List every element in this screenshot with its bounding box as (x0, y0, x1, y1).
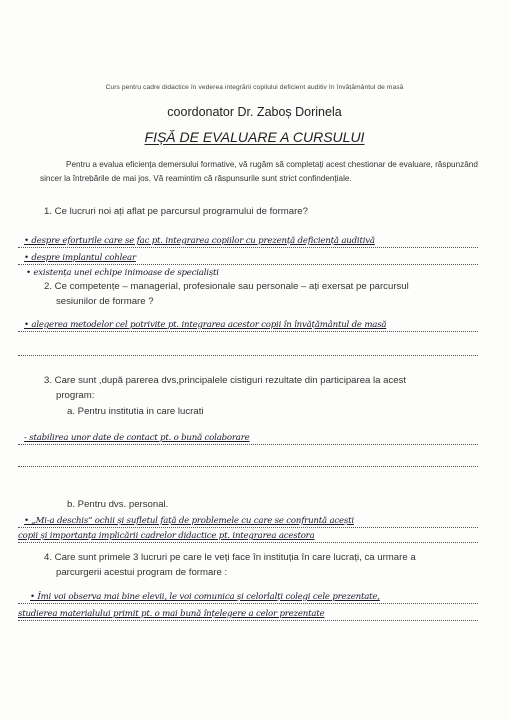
question-3b-label: b. Pentru dvs. personal. (67, 499, 169, 510)
intro-paragraph: Pentru a evalua eficiența demersului formative, vă rugăm să completați acest chestionar de evaluare, răspunzând sincer la întrebările de mai jos. Vă reamintim că răspunsurile sunt strict confindențiale. (40, 160, 478, 183)
q4-answer-2: studierea materialului primit pt. o mai bună înțelegere a celor prezentate (18, 609, 325, 619)
q1-answer-2: • despre implantul cohlear (24, 253, 136, 263)
answer-line (18, 355, 478, 356)
page-title: FIȘĂ DE EVALUARE A CURSULUI (144, 129, 365, 145)
q2-answer-1: • alegerea metodelor cel potrivite pt. integrarea acestor copii în învățământul de masă (24, 320, 387, 330)
answer-line (18, 331, 478, 332)
question-3a-label: a. Pentru institutia in care lucrati (67, 406, 204, 417)
q4-answer-1: • Îmi voi observa mai bine elevii, le voi comunica și celorlalți colegi cele prezentate, (30, 592, 380, 602)
q1-answer-3: • existența unei echipe inimoase de specialiști (26, 268, 219, 278)
coordinator-line: coordonator Dr. Zaboș Dorinela (167, 105, 342, 119)
question-2-cont: sesiunilor de formare ? (56, 296, 154, 307)
q3b-answer-2: copii și importanța implicării cadrelor didactice pt. integrarea acestora (18, 531, 315, 541)
question-2: 2. Ce competențe – managerial, profesionale sau personale – ați exersat pe parcursul (44, 281, 409, 292)
question-3-cont: program: (56, 390, 95, 401)
answer-line (18, 527, 478, 528)
answer-line (18, 466, 478, 467)
answer-line (18, 542, 478, 543)
q1-answer-1: • despre eforturile care se fac pt. integrarea copiilor cu prezență deficiență auditivă (24, 236, 375, 246)
answer-line (18, 247, 478, 248)
answer-line (18, 444, 478, 445)
answer-line (18, 620, 478, 621)
question-4-cont: parcurgerii acestui program de formare : (56, 567, 228, 578)
q3b-answer-1: • „Mi-a deschis” ochii și sufletul față de problemele cu care se confruntă acești (24, 516, 354, 526)
answer-line (18, 603, 478, 604)
question-3: 3. Care sunt ,după parerea dvs,principalele cistiguri rezultate din participarea la acest (44, 375, 407, 386)
question-4: 4. Care sunt primele 3 lucruri pe care le veți face în instituția în care lucrați, ca urmare a (44, 552, 416, 563)
answer-line (18, 264, 478, 265)
question-1: 1. Ce lucruri noi ați aflat pe parcursul programului de formare? (44, 206, 308, 217)
q3a-answer: - stabilirea unor date de contact pt. o bună colaborare (24, 433, 250, 443)
course-header: Curs pentru cadre didactice în vederea integrării copilului deficient auditiv în învățământul de masă (105, 84, 404, 91)
